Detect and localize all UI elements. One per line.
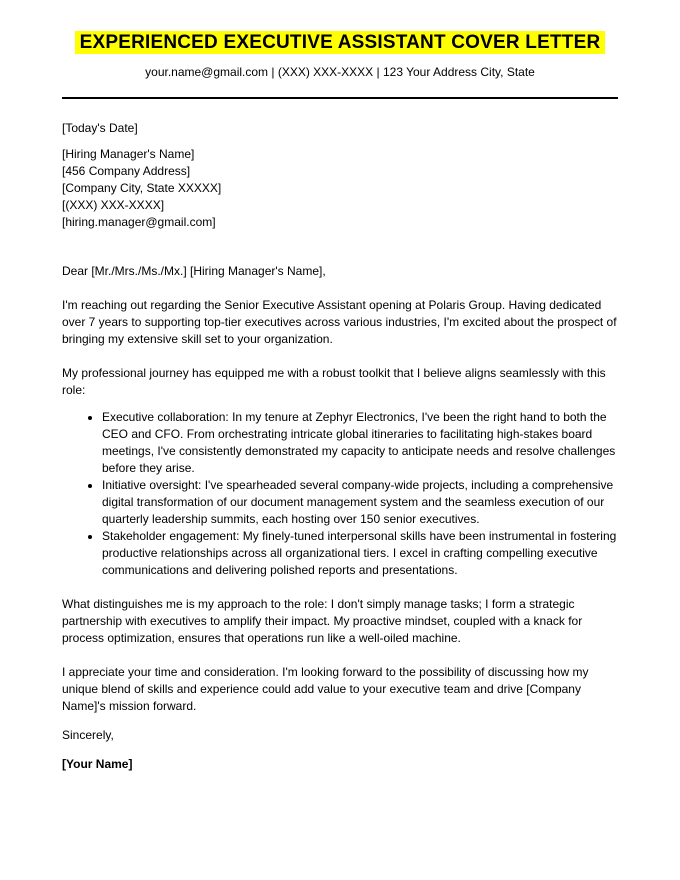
recipient-line-city: [Company City, State XXXXX] (62, 181, 222, 195)
title-highlight: EXPERIENCED EXECUTIVE ASSISTANT COVER LETTER (75, 31, 606, 54)
paragraph-intro: I'm reaching out regarding the Senior Executive Assistant opening at Polaris Group. Having dedicated over 7 years to supporting top-tier executives across various industries, I'm excited about the prospect of bringing my extensive skill set to your organization. (62, 298, 617, 346)
page-title (62, 30, 618, 56)
header-divider (62, 97, 618, 99)
recipient-block (62, 146, 618, 231)
skills-list (62, 409, 618, 579)
paragraph-distinguish: What distinguishes me is my approach to the role: I don't simply manage tasks; I form a strategic partnership with executives to amplify their impact. My proactive mindset, coupled with a knack for process optimization, ensures that operations run like a well-oiled machine. (62, 597, 583, 645)
recipient-line-address: [456 Company Address] (62, 164, 191, 178)
contact-line: your.name@gmail.com | (XXX) XXX-XXXX | 123 Your Address City, State (145, 65, 535, 79)
date-line: [Today's Date] (62, 121, 138, 135)
letter-body (62, 120, 618, 773)
signoff: Sincerely, (62, 728, 114, 742)
doc-header (62, 30, 618, 99)
recipient-line-email: [hiring.manager@gmail.com] (62, 215, 216, 229)
recipient-line-name: [Hiring Manager's Name] (62, 147, 195, 161)
salutation: Dear [Mr./Mrs./Ms./Mx.] [Hiring Manager's Name], (62, 264, 326, 278)
skill-item-stakeholder-engagement: • Stakeholder engagement: My finely-tuned interpersonal skills have been instrumental in fostering productive relationships across all organizational tiers. I excel in crafting compelling executive communications and delivering polished reports and presentations. (102, 528, 618, 579)
paragraph-closing: I appreciate your time and consideration. I'm looking forward to the possibility of discussing how my unique blend of skills and experience could add value to your executive team and drive [Company Name]'s mission forward. (62, 665, 589, 713)
signature-name: [Your Name] (62, 757, 133, 771)
skill-item-initiative-oversight: • Initiative oversight: I've spearheaded several company-wide projects, including a comprehensive digital transformation of our document management system and the seamless execution of our quarterly leadership summits, each hosting over 150 senior executives. (102, 477, 618, 528)
paragraph-toolkit-lead: My professional journey has equipped me with a robust toolkit that I believe aligns seamlessly with this role: (62, 366, 606, 397)
recipient-line-phone: [(XXX) XXX-XXXX] (62, 198, 165, 212)
skill-item-executive-collaboration: • Executive collaboration: In my tenure at Zephyr Electronics, I've been the right hand to both the CEO and CFO. From orchestrating intricate global itineraries to facilitating high-stakes board meetings, I've consistently demonstrated my capacity to anticipate needs and resolve challenges before they arise. (102, 409, 618, 477)
